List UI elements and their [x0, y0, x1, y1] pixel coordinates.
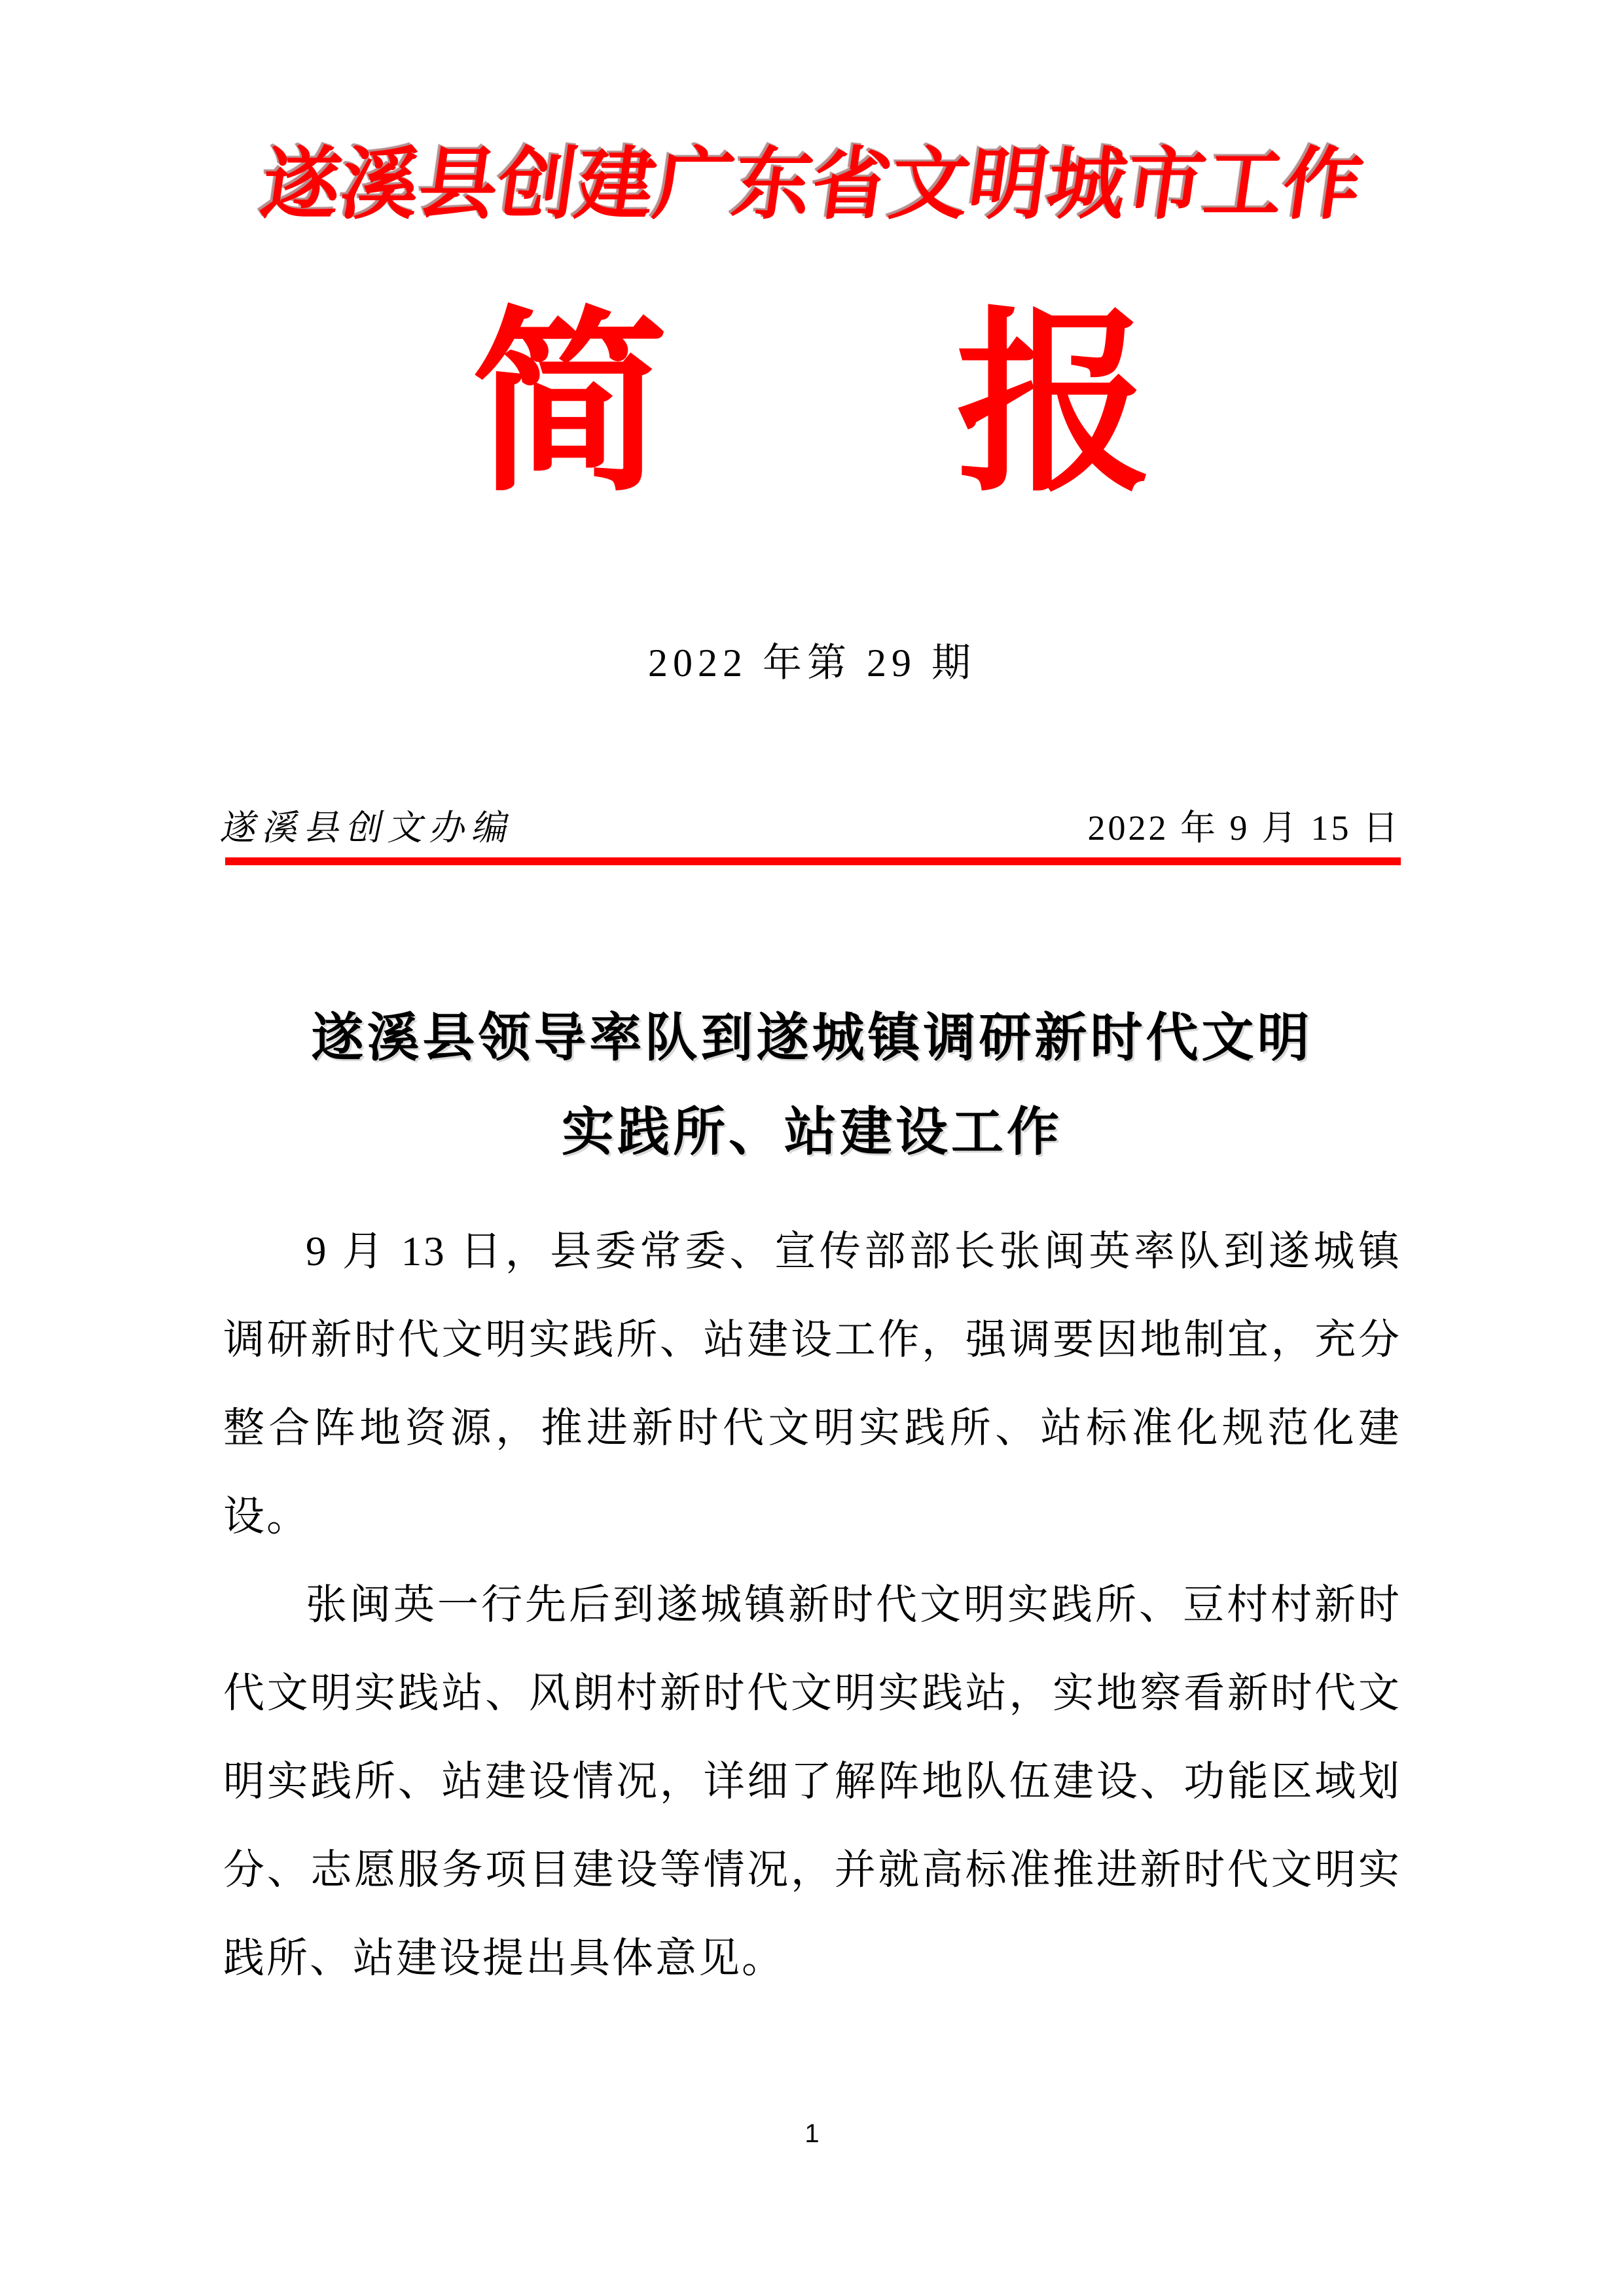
article-title-line-1: 遂溪县领导率队到遂城镇调研新时代文明 [311, 1010, 1313, 1067]
body-paragraph-2: 张闽英一行先后到遂城镇新时代文明实践所、豆村村新时代文明实践站、风朗村新时代文明实践站，实地察看新时代文明实践所、站建设情况，详细了解阵地队伍建设、功能区域划分、志愿服务项目建设等情况，并就高标准推进新时代文明实践所、站建设提出具体意见。 [223, 1582, 1401, 1981]
issue-number-line: 2022 年第 29 期 [648, 641, 976, 685]
editor-date-row [217, 800, 1401, 850]
masthead-org-title: 遂溪县创建广东省文明城市工作 [256, 141, 1368, 228]
brief-char-jian: 简 [471, 297, 668, 514]
editor-label: 遂溪县创文办编 [217, 808, 520, 848]
article-title [0, 992, 1624, 1180]
article-title-line-2: 实践所、站建设工作 [562, 1104, 1062, 1162]
article-body [223, 1208, 1401, 2003]
red-divider-rule [225, 857, 1401, 865]
masthead-brief-title [0, 298, 1624, 514]
date-label: 2022 年 9 月 15 日 [1087, 808, 1401, 848]
brief-char-bao: 报 [956, 297, 1153, 514]
body-paragraph-1: 9 月 13 日，县委常委、宣传部部长张闽英率队到遂城镇调研新时代文明实践所、站建设工作，强调要因地制宜，充分整合阵地资源，推进新时代文明实践所、站标准化规范化建设。 [223, 1229, 1401, 1539]
page-number: 1 [804, 2119, 820, 2148]
